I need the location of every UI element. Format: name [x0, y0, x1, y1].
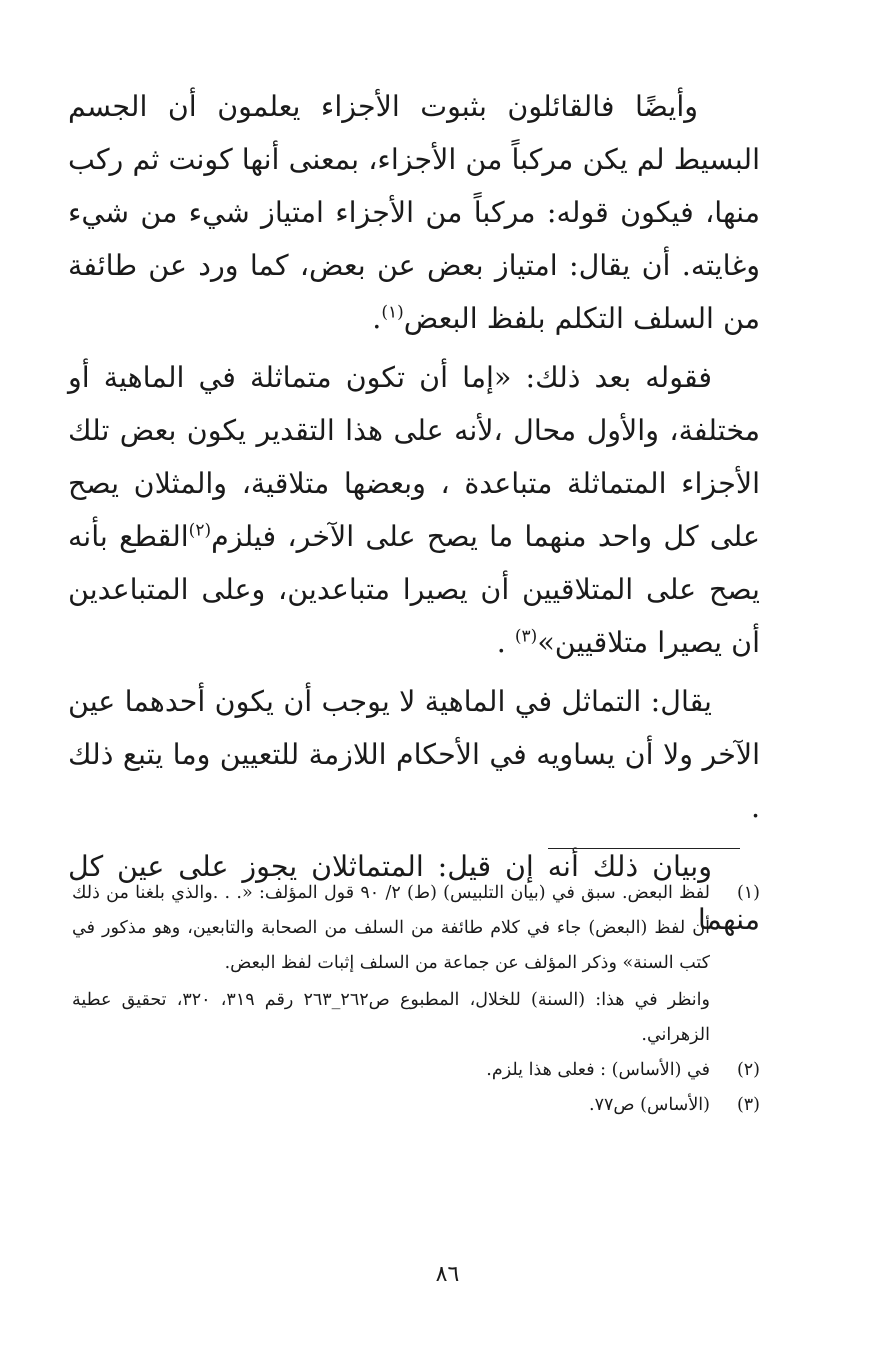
footnote-number: (١) [736, 883, 760, 903]
footnote-text: (الأساس) ص٧٧. [589, 1095, 710, 1115]
footnote-ref-2: (٢) [188, 520, 212, 541]
footnote-text: لفظ البعض. سبق في (بيان التلبيس) (ط) ٢/ ٩٠ قول المؤلف: «. . .والذي بلغنا من ذلك أن لفظ (البعض) جاء في كلام طائفة من السلف من الصحابة والتابعين، وهو مذكور في كتب السنة» وذكر المؤلف عن جماعة من السلف إثبات لفظ البعض. [72, 883, 710, 973]
paragraph-3: يقال: التماثل في الماهية لا يوجب أن يكون أحدهما عين الآخر ولا أن يساويه في الأحكام اللازمة للتعيين وما يتبع ذلك . [68, 685, 760, 824]
footnote-ref-3: (٣) [514, 626, 538, 647]
paragraph-2: فقوله بعد ذلك: «إما أن تكون متماثلة في الماهية أو مختلفة، والأول محال ،لأنه على هذا التقدير يكون بعض تلك الأجزاء المتماثلة متباعدة ، وبعضها متلاقية، والمثلان يصح على كل واحد منهما ما يصح على الآخر، فيلزم$^{(٢)}$القطع بأنه يصح على المتلاقيين أن يصيرا متباعدين، وعلى المتباعدين أن يصيرا متلاقيين»$^{(٣)}$ . [68, 361, 760, 659]
footnote-number [710, 983, 760, 1053]
footnote-number: (٢) [736, 1060, 760, 1080]
footnote-1 [72, 876, 760, 981]
page-number: ٨٦ [435, 1262, 460, 1287]
footnote-2 [72, 1053, 760, 1088]
footnote-text: وانظر في هذا: (السنة) للخلال، المطبوع ص٢٦٢_٢٦٣ رقم ٣١٩، ٣٢٠، تحقيق عطية الزهراني. [72, 990, 710, 1045]
main-text [68, 80, 760, 952]
footnotes [72, 876, 760, 1123]
footnote-text: في (الأساس) : فعلى هذا يلزم. [486, 1060, 710, 1080]
footnote-3 [72, 1088, 760, 1123]
footnote-number: (٣) [736, 1095, 760, 1115]
footnote-separator [548, 848, 740, 849]
footnote-1-continued [72, 983, 760, 1053]
footnote-ref-1: (١) [381, 302, 404, 323]
paragraph-4: وبيان ذلك أنه إن قيل: المتماثلان يجوز على عين كل منهما [68, 850, 760, 936]
paragraph-1: وأيضًا فالقائلون بثبوت الأجزاء يعلمون أن الجسم البسيط لم يكن مركباً من الأجزاء، بمعنى أنها كونت ثم ركب منها، فيكون قوله: مركباً من الأجزاء امتياز شيء من شيء وغايته. أن يقال: امتياز بعض عن بعض، كما ورد عن طائفة من السلف التكلم بلفظ البعض$^{(١)}$. [68, 90, 760, 335]
